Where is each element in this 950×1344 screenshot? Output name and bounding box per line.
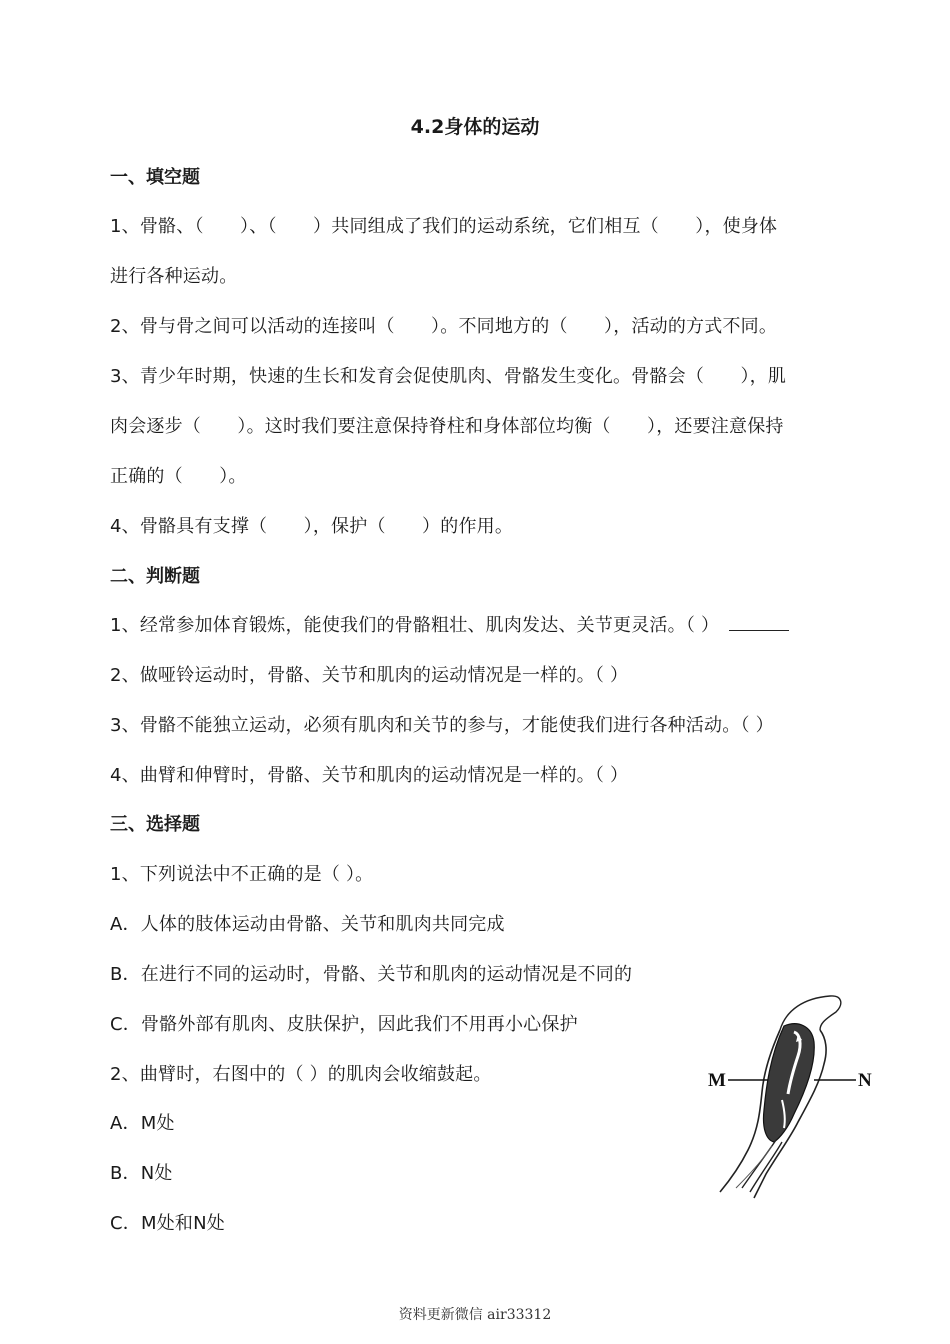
section-heading-true-false: 二、判断题 — [110, 566, 200, 587]
section-heading-multiple-choice: 三、选择题 — [110, 814, 200, 835]
question-line: 1、骨骼、（ ）、（ ）共同组成了我们的运动系统，它们相互（ ），使身体 — [110, 216, 778, 237]
question-line: 正确的（ ）。 — [110, 466, 247, 487]
option-line: A．M处 — [110, 1113, 175, 1134]
answer-underline — [729, 614, 789, 631]
question-line: 进行各种运动。 — [110, 266, 238, 287]
page-title: 4.2身体的运动 — [410, 116, 540, 138]
question-line: 3、青少年时期，快速的生长和发育会促使肌肉、骨骼发生变化。骨骼会（ ），肌 — [110, 366, 787, 387]
question-line: 2、做哑铃运动时，骨骼、关节和肌肉的运动情况是一样的。（ ） — [110, 665, 629, 686]
option-line: A．人体的肢体运动由骨骼、关节和肌肉共同完成 — [110, 914, 505, 935]
section-heading-fill-blank: 一、填空题 — [110, 167, 200, 188]
option-line: C．骨骼外部有肌肉、皮肤保护，因此我们不用再小心保护 — [110, 1014, 578, 1035]
question-line: 肉会逐步（ ）。这时我们要注意保持脊柱和身体部位均衡（ ），还要注意保持 — [110, 416, 784, 437]
label-n: N — [858, 1070, 872, 1091]
arm-muscle-illustration — [702, 990, 882, 1200]
option-line: B．在进行不同的运动时，骨骼、关节和肌肉的运动情况是不同的 — [110, 964, 633, 985]
question-line: 3、骨骼不能独立运动，必须有肌肉和关节的参与，才能使我们进行各种活动。（ ） — [110, 715, 774, 736]
question-line: 2、骨与骨之间可以活动的连接叫（ ）。不同地方的（ ），活动的方式不同。 — [110, 316, 778, 337]
arm-muscle-figure — [702, 990, 882, 1200]
footer-note: 资料更新微信 air33312 — [398, 1307, 552, 1323]
option-line: B．N处 — [110, 1163, 173, 1184]
question-line: 1、下列说法中不正确的是（ ）。 — [110, 864, 374, 885]
question-line: 2、曲臂时，右图中的（ ）的肌肉会收缩鼓起。 — [110, 1064, 492, 1085]
question-line: 4、曲臂和伸臂时，骨骼、关节和肌肉的运动情况是一样的。（ ） — [110, 765, 629, 786]
option-line: C．M处和N处 — [110, 1213, 225, 1234]
question-line: 4、骨骼具有支撑（ ），保护（ ）的作用。 — [110, 516, 514, 537]
label-m: M — [708, 1070, 726, 1091]
question-line — [110, 611, 789, 637]
question-text: 1、经常参加体育锻炼，能使我们的骨骼粗壮、肌肉发达、关节更灵活。（ ） — [110, 615, 720, 636]
